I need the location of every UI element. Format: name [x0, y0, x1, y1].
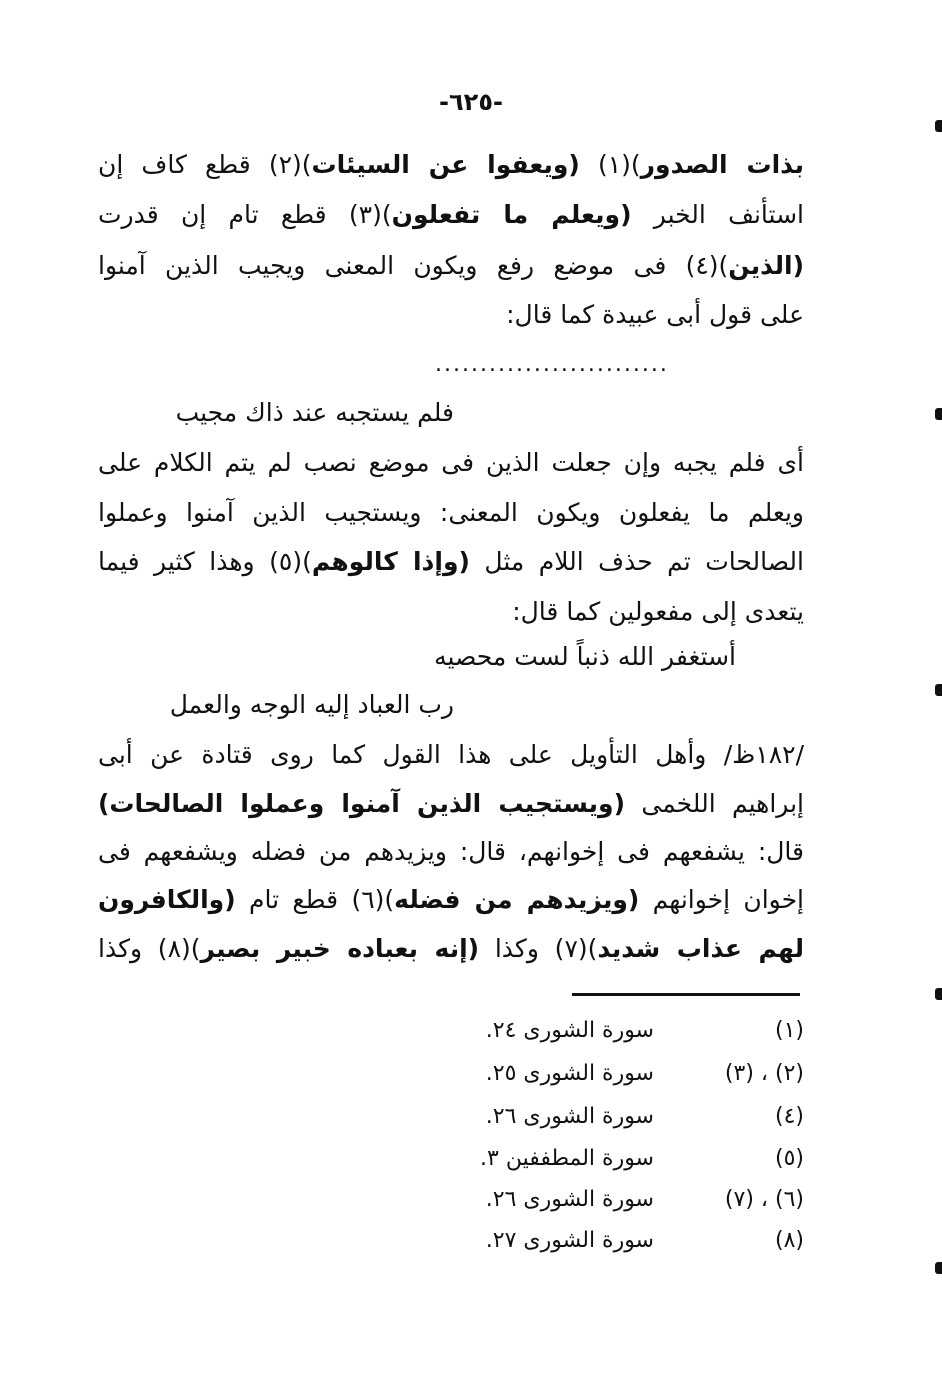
text-run: /١٨٢ظ/ وأهل التأويل على هذا القول كما روى قتادة عن أبى — [98, 740, 804, 769]
footnote-number: (٦) ، (٧) — [724, 1187, 804, 1212]
text-run: قال: يشفعهم فى إخوانهم، قال: ويزيدهم من فضله ويشفعهم فى — [98, 837, 804, 866]
body-line — [98, 883, 804, 917]
body-line — [98, 835, 804, 869]
body-line — [98, 298, 804, 332]
quran-quote: (الذين — [728, 251, 804, 280]
footnote-number: (٢) ، (٣) — [724, 1061, 804, 1086]
footnote — [404, 1100, 804, 1134]
footnote-text: سورة الشورى ٢٧. — [485, 1228, 654, 1253]
body-line — [98, 545, 804, 579]
footnote-text: سورة الشورى ٢٦. — [485, 1187, 654, 1212]
verse-line: فلم يستجبه عند ذاك مجيب — [175, 398, 454, 427]
footnote — [404, 1014, 804, 1048]
body-line — [98, 446, 804, 480]
scan-edge-mark — [935, 120, 942, 132]
scan-edge-mark — [935, 1262, 942, 1274]
text-run: )(٣) قطع تام إن قدرت — [98, 200, 392, 229]
ellipsis-line: .......................... — [435, 352, 669, 377]
verse-line: رب العباد إليه الوجه والعمل — [169, 690, 454, 719]
text-run: إبراهيم اللخمى — [625, 789, 805, 818]
body-line — [98, 496, 804, 530]
quran-quote: (ويزيدهم من فضله — [394, 885, 640, 914]
text-run: ويعلم ما يفعلون ويكون المعنى: ويستجيب الذين آمنوا وعملوا — [98, 498, 804, 527]
text-run: الصالحات تم حذف اللام مثل — [469, 547, 804, 576]
text-run: على قول أبى عبيدة كما قال: — [506, 300, 804, 329]
footnote-text: سورة الشورى ٢٤. — [485, 1018, 654, 1043]
footnote-number: (١) — [774, 1018, 804, 1043]
text-run: )(٤) فى موضع رفع ويكون المعنى ويجيب الذين آمنوا — [98, 251, 729, 280]
quran-quote: (إنه بعباده خبير بصير — [200, 934, 480, 963]
quran-quote: بذات الصدور — [640, 150, 804, 179]
text-run: )(٥) وهذا كثير فيما — [98, 547, 312, 576]
body-line — [98, 787, 804, 821]
scan-edge-mark — [935, 684, 942, 696]
body-line — [98, 198, 804, 232]
quran-quote: (وإذا كالوهم — [311, 547, 470, 576]
quran-quote: (والكافرون — [98, 885, 236, 914]
quran-quote: (ويعلم ما تفعلون — [391, 200, 632, 229]
footnote — [404, 1057, 804, 1091]
text-run: إخوان إخوانهم — [639, 885, 804, 914]
text-run: )(٧) وكذا — [479, 934, 598, 963]
footnote — [404, 1183, 804, 1217]
footnote — [404, 1142, 804, 1176]
footnote-text: سورة المطففين ٣. — [480, 1146, 654, 1171]
text-run: )(٨) وكذا — [98, 934, 201, 963]
footnote — [404, 1224, 804, 1258]
text-run: )(١) — [579, 150, 641, 179]
text-run: استأنف الخبر — [631, 200, 804, 229]
footnote-number: (٥) — [774, 1146, 804, 1171]
footnote-divider — [572, 993, 800, 996]
scan-edge-mark — [935, 408, 942, 420]
quran-quote: لهم عذاب شديد — [597, 934, 805, 963]
footnote-number: (٨) — [774, 1228, 804, 1253]
body-line — [98, 595, 804, 629]
quran-quote: (ويعفوا عن السيئات — [311, 150, 580, 179]
footnote-text: سورة الشورى ٢٥. — [485, 1061, 654, 1086]
body-line — [98, 738, 804, 772]
verse-line: أستغفر الله ذنباً لست محصيه — [434, 642, 736, 671]
text-run: )(٢) قطع كاف إن — [98, 150, 312, 179]
quran-quote: (ويستجيب الذين آمنوا وعملوا الصالحات) — [98, 789, 626, 818]
text-run: يتعدى إلى مفعولين كما قال: — [512, 597, 804, 626]
text-run: )(٦) قطع تام — [235, 885, 395, 914]
body-line — [98, 148, 804, 182]
body-line — [98, 932, 804, 966]
text-run: أى فلم يجبه وإن جعلت الذين فى موضع نصب لم يتم الكلام على — [98, 448, 804, 477]
footnote-text: سورة الشورى ٢٦. — [485, 1104, 654, 1129]
footnote-number: (٤) — [774, 1104, 804, 1129]
scan-edge-mark — [935, 988, 942, 1000]
body-line — [98, 249, 804, 283]
page-number: -٦٢٥- — [439, 88, 503, 116]
